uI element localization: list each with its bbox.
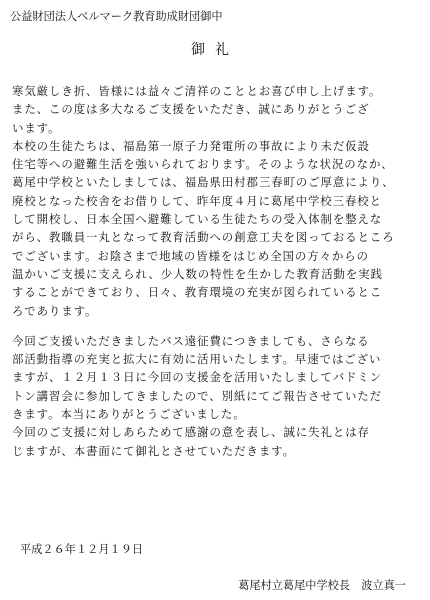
body-line: して開校し、日本全国へ避難している生徒たちの受入体制を整えな [12,212,383,227]
body-line: 本校の生徒たちは、福島第一原子力発電所の事故により未だ仮設 [12,138,370,153]
paragraph [12,82,418,137]
body-line: 廃校となった校舎をお借りして、昨年度４月に葛尾中学校三春校と [12,193,382,208]
body-line: 温かいご支援に支えられ、少人数の特性を生かした教育活動を実践 [12,266,383,281]
paragraph [12,332,418,423]
body-line: ますが、１２月１３日に今回の支援金を活用いたしましてバドミン [12,370,382,385]
body-line: 住宅等への避難生活を強いられております。そのような状況のなか、 [12,157,394,172]
body-line: います。 [12,120,61,135]
body-line: トン講習会に参加してきましたので、別紙にてご報告させていただ [12,388,382,403]
body-line: ろであります。 [12,303,98,318]
paragraph [12,423,418,460]
body-line: することができており、日々、教育環境の充実が図られているとこ [12,285,383,300]
body-line: 部活動指導の充実と拡大に有効に活用いたします。早速ではござい [12,352,382,367]
body-line: 今回ご支援いただきましたバス遠征費につきましても、さらなる [12,333,370,348]
body-line: でございます。お陰さまで地域の皆様をはじめ全国の方々からの [12,248,369,263]
recipient-line: 公益財団法人ベルマーク教育助成財団御中 [10,10,223,23]
body-line: じますが、本書面にて御礼とさせていただきます。 [12,443,295,458]
letter-title: 御礼 [191,42,239,58]
body-line: 寒気厳しき折、皆様には益々ご清祥のこととお喜び申し上げます。 [12,84,382,98]
body-line: また、この度は多大なるご支援をいただき、誠にありがとうござ [12,102,370,117]
letter-body [12,82,418,460]
letter-date: 平成２６年１２月１９日 [20,543,144,556]
paragraph-gap [12,320,418,332]
body-line: きます。本当にありがとうございました。 [12,407,246,422]
body-line: 今回のご支援に対しあらためて感謝の意を表し、誠に失礼とは存 [12,425,370,440]
paragraph [12,137,418,320]
body-line: 葛尾中学校といたしましては、福島県田村郡三春町のご厚意により、 [12,175,395,190]
body-line: がら、教職員一丸となって教育活動への創意工夫を図っておるところ [12,230,395,245]
signature-line: 葛尾村立葛尾中学校長 波立真一 [238,579,406,592]
